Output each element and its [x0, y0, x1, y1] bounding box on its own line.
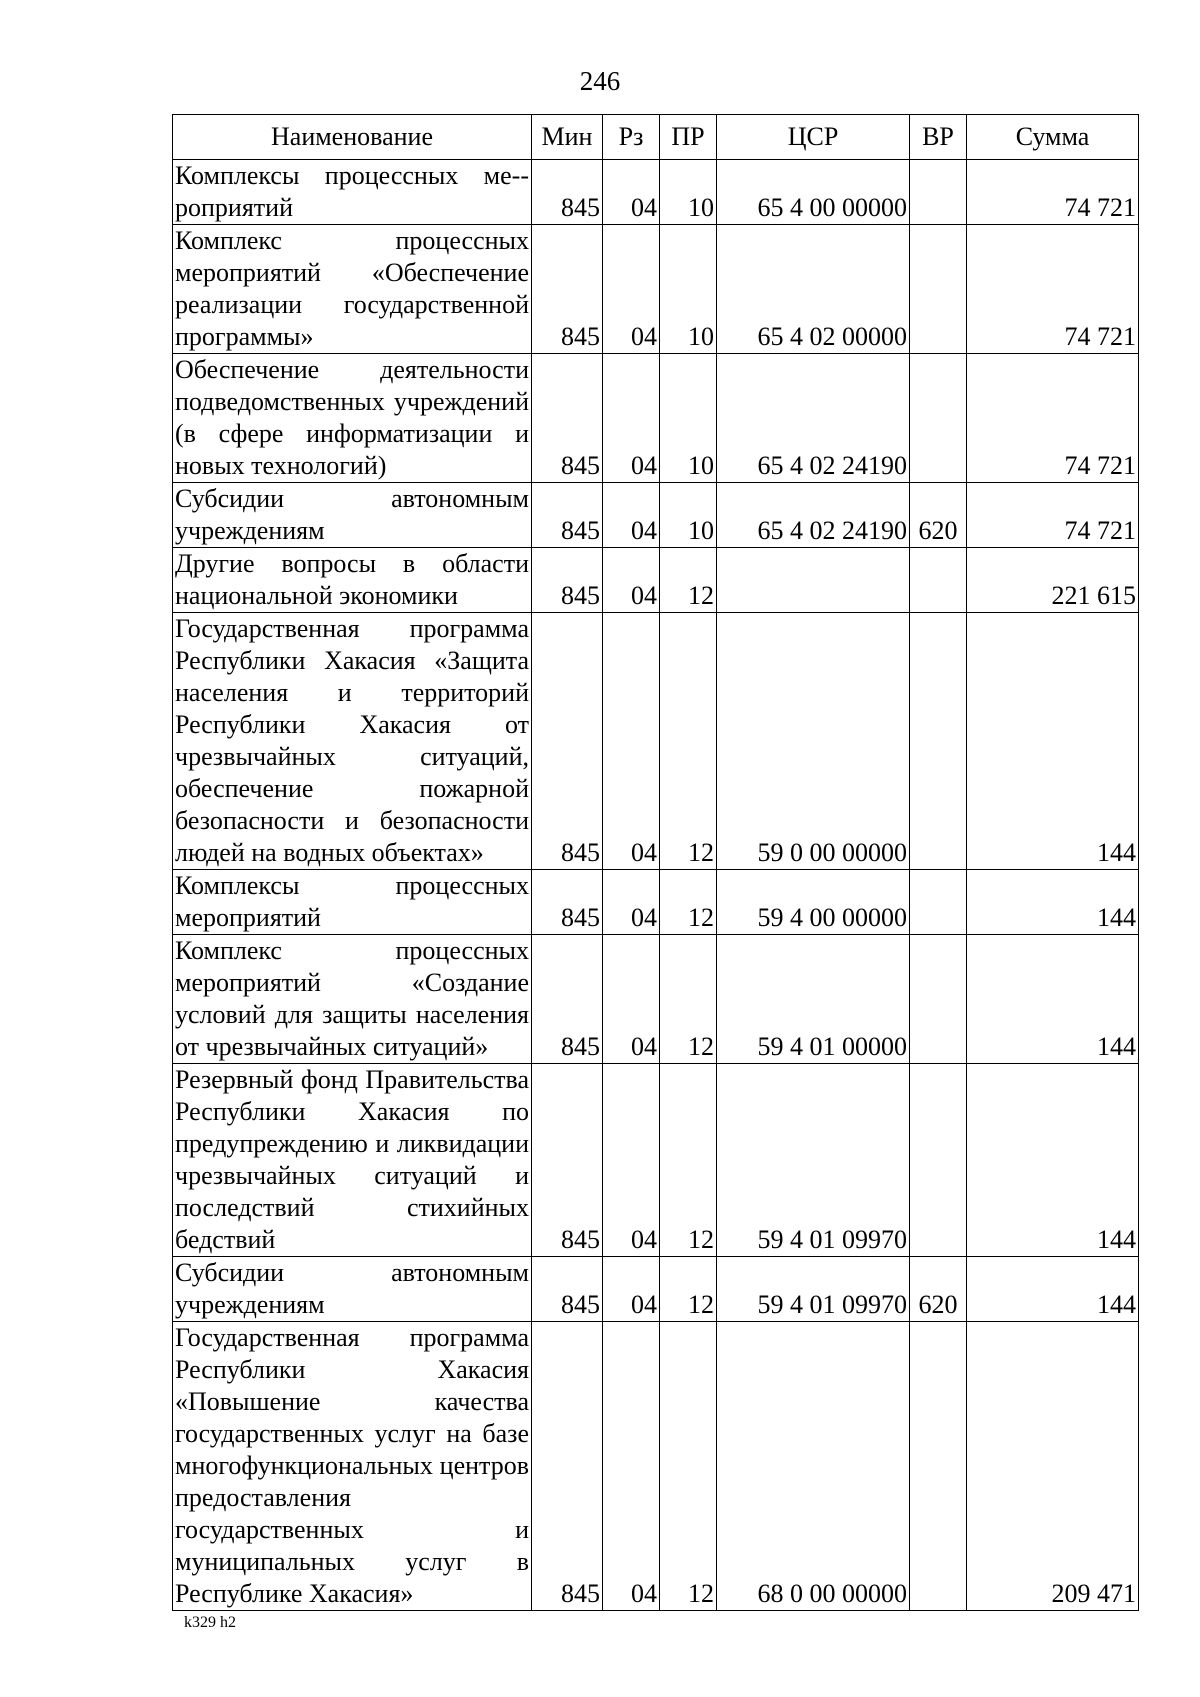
header-min: Мин [532, 115, 603, 160]
header-sum: Сумма [967, 115, 1139, 160]
row-vr [910, 870, 967, 935]
table-row [173, 225, 1139, 354]
row-rz: 04 [603, 1322, 660, 1611]
row-pr: 12 [660, 613, 717, 870]
row-sum: 144 [967, 1257, 1139, 1322]
row-csr: 59 4 01 09970 [717, 1064, 910, 1257]
row-name: Резервный фонд Правительства Республики Хакасия по предупреждению и ликвидации чрезвычайных ситуаций и последствий стихийных бедствий [173, 1064, 532, 1257]
row-pr: 12 [660, 548, 717, 613]
row-min: 845 [532, 1322, 603, 1611]
header-csr: ЦСР [717, 115, 910, 160]
row-min: 845 [532, 548, 603, 613]
row-vr: 620 [910, 483, 967, 548]
row-sum: 144 [967, 935, 1139, 1064]
footer-code: k329 h2 [184, 1614, 236, 1631]
table-row [173, 935, 1139, 1064]
row-sum: 209 471 [967, 1322, 1139, 1611]
row-rz: 04 [603, 1064, 660, 1257]
row-csr [717, 548, 910, 613]
row-name: Государственная программа Республики Хакасия «Повышение качества государственных услуг на базе многофункциональных центров предоставления государственных и муниципальных услуг в Республике Хакасия» [173, 1322, 532, 1611]
row-rz: 04 [603, 1257, 660, 1322]
budget-table [172, 114, 1139, 1611]
row-pr: 12 [660, 1257, 717, 1322]
row-sum: 74 721 [967, 354, 1139, 483]
row-csr: 59 0 00 00000 [717, 613, 910, 870]
table-row [173, 613, 1139, 870]
row-min: 845 [532, 160, 603, 225]
row-csr: 59 4 00 00000 [717, 870, 910, 935]
row-rz: 04 [603, 870, 660, 935]
row-min: 845 [532, 870, 603, 935]
row-vr [910, 160, 967, 225]
table-row [173, 548, 1139, 613]
row-name: Комплексы процессных мероприятий [173, 870, 532, 935]
row-vr [910, 354, 967, 483]
row-pr: 10 [660, 354, 717, 483]
row-name: Субсидии автономным учреждениям [173, 1257, 532, 1322]
row-sum: 74 721 [967, 160, 1139, 225]
row-min: 845 [532, 354, 603, 483]
header-name: Наименование [173, 115, 532, 160]
row-pr: 10 [660, 483, 717, 548]
row-name: Государственная программа Республики Хакасия «Защита населения и территорий Республики Хакасия от чрезвычайных ситуаций, обеспечение пожарной безопасности и безопасности людей на водных объектах» [173, 613, 532, 870]
row-pr: 10 [660, 160, 717, 225]
row-min: 845 [532, 483, 603, 548]
table-row [173, 870, 1139, 935]
row-min: 845 [532, 1257, 603, 1322]
table-header-row [173, 115, 1139, 160]
row-min: 845 [532, 1064, 603, 1257]
page-number: 246 [579, 66, 621, 96]
row-pr: 12 [660, 870, 717, 935]
row-rz: 04 [603, 225, 660, 354]
row-name: Обеспечение деятельности подведомственных учреждений (в сфере информатизации и новых технологий) [173, 354, 532, 483]
row-sum: 144 [967, 870, 1139, 935]
row-sum: 74 721 [967, 483, 1139, 548]
row-sum: 144 [967, 613, 1139, 870]
row-rz: 04 [603, 935, 660, 1064]
row-vr [910, 1064, 967, 1257]
row-pr: 12 [660, 935, 717, 1064]
row-csr: 59 4 01 09970 [717, 1257, 910, 1322]
header-pr: ПР [660, 115, 717, 160]
row-min: 845 [532, 613, 603, 870]
table-row [173, 483, 1139, 548]
row-rz: 04 [603, 354, 660, 483]
row-name: Комплекс процессных мероприятий «Обеспечение реализации государственной программы» [173, 225, 532, 354]
row-vr [910, 613, 967, 870]
row-pr: 12 [660, 1322, 717, 1611]
row-sum: 144 [967, 1064, 1139, 1257]
table-row [173, 160, 1139, 225]
row-name: Другие вопросы в области национальной экономики [173, 548, 532, 613]
row-vr: 620 [910, 1257, 967, 1322]
row-vr [910, 935, 967, 1064]
row-csr: 65 4 00 00000 [717, 160, 910, 225]
header-vr: ВР [910, 115, 967, 160]
row-sum: 221 615 [967, 548, 1139, 613]
row-csr: 65 4 02 24190 [717, 354, 910, 483]
row-name: Комплекс процессных мероприятий «Создание условий для защиты населения от чрезвычайных ситуаций» [173, 935, 532, 1064]
row-csr: 68 0 00 00000 [717, 1322, 910, 1611]
table-row [173, 354, 1139, 483]
row-pr: 12 [660, 1064, 717, 1257]
row-vr [910, 1322, 967, 1611]
row-vr [910, 225, 967, 354]
header-rz: Рз [603, 115, 660, 160]
row-sum: 74 721 [967, 225, 1139, 354]
row-vr [910, 548, 967, 613]
row-csr: 65 4 02 00000 [717, 225, 910, 354]
row-pr: 10 [660, 225, 717, 354]
row-csr: 59 4 01 00000 [717, 935, 910, 1064]
table-row [173, 1257, 1139, 1322]
row-name: Комплексы процессных ме-роприятий [173, 160, 532, 225]
row-min: 845 [532, 935, 603, 1064]
row-rz: 04 [603, 483, 660, 548]
row-name: Субсидии автономным учреждениям [173, 483, 532, 548]
table-row [173, 1064, 1139, 1257]
row-csr: 65 4 02 24190 [717, 483, 910, 548]
table-row [173, 1322, 1139, 1611]
row-rz: 04 [603, 160, 660, 225]
row-rz: 04 [603, 613, 660, 870]
row-min: 845 [532, 225, 603, 354]
row-rz: 04 [603, 548, 660, 613]
